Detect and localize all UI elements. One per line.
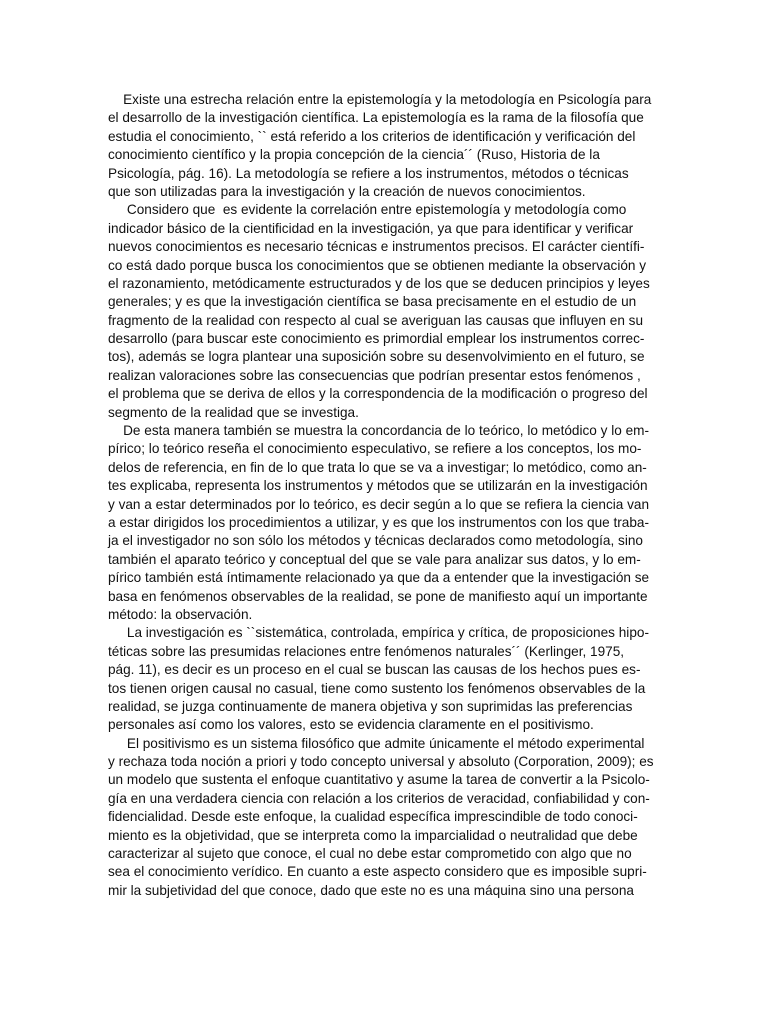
text-line: realidad, se juzga continuamente de manera objetiva y son suprimidas las preferencias: [108, 698, 633, 714]
text-line: también el aparato teórico y conceptual del que se vale para analizar sus datos, y lo em-: [108, 551, 641, 567]
text-line: conocimiento científico y la propia concepción de la ciencia´´ (Ruso, Historia de la: [108, 147, 600, 163]
text-line: tes explicaba, representa los instrumentos y métodos que se utilizarán en la investigación: [108, 478, 648, 494]
text-line: realizan valoraciones sobre las consecuencias que podrían presentar estos fenómenos ,: [108, 367, 641, 383]
text-line: ja el investigador no son sólo los métodos y técnicas declarados como metodología, sino: [108, 533, 643, 549]
text-line: el razonamiento, metódicamente estructurados y de los que se deducen principios y leyes: [108, 275, 650, 291]
text-line: el problema que se deriva de ellos y la correspondencia de la modificación o progreso del: [108, 386, 648, 402]
text-line: nuevos conocimientos es necesario técnicas e instrumentos precisos. El carácter científi-: [108, 239, 645, 255]
text-line: un modelo que sustenta el enfoque cuantitativo y asume la tarea de convertir a la Psicolo-: [108, 772, 650, 788]
text-line: delos de referencia, en fin de lo que trata lo que se va a investigar; lo metódico, como an-: [108, 459, 647, 475]
text-line: tos), además se logra plantear una suposición sobre su desenvolvimiento en el futuro, se: [108, 349, 645, 365]
text-line: el desarrollo de la investigación científica. La epistemología es la rama de la filosofía que: [108, 110, 644, 126]
text-line: y rechaza toda noción a priori y todo concepto universal y absoluto (Corporation, 2009); es: [108, 754, 654, 770]
text-line: que son utilizadas para la investigación y la creación de nuevos conocimientos.: [108, 183, 586, 199]
text-line: El positivismo es un sistema filosófico que admite únicamente el método experimental: [108, 735, 645, 751]
text-line: y van a estar determinados por lo teórico, es decir según a lo que se refiera la ciencia van: [108, 496, 650, 512]
text-line: Psicología, pág. 16). La metodología se refiere a los instrumentos, métodos o técnicas: [108, 165, 629, 181]
text-line: pág. 11), es decir es un proceso en el cual se buscan las causas de los hechos pues es-: [108, 662, 641, 678]
text-line: De esta manera también se muestra la concordancia de lo teórico, lo metódico y lo em-: [108, 423, 649, 439]
text-line: sea el conocimiento verídico. En cuanto a este aspecto considero que es imposible supri-: [108, 864, 647, 880]
text-line: basa en fenómenos observables de la realidad, se pone de manifiesto aquí un importante: [108, 588, 648, 604]
text-line: Existe una estrecha relación entre la epistemología y la metodología en Psicología para: [108, 92, 652, 107]
text-line: generales; y es que la investigación científica se basa precisamente en el estudio de un: [108, 294, 637, 310]
text-line: miento es la objetividad, que se interpreta como la imparcialidad o neutralidad que debe: [108, 827, 638, 843]
text-line: a estar dirigidos los procedimientos a utilizar, y es que los instrumentos con los que traba-: [108, 514, 650, 530]
text-line: indicador básico de la cientificidad en la investigación, ya que para identificar y verificar: [108, 220, 634, 236]
text-line: segmento de la realidad que se investiga.: [108, 404, 359, 420]
text-line: método: la observación.: [108, 606, 253, 622]
text-line: co está dado porque busca los conocimientos que se obtienen mediante la observación y: [108, 257, 647, 273]
text-line: téticas sobre las presumidas relaciones entre fenómenos naturales´´ (Kerlinger, 1975,: [108, 643, 625, 659]
text-line: caracterizar al sujeto que conoce, el cual no debe estar comprometido con algo que no: [108, 846, 632, 862]
text-line: La investigación es ``sistemática, controlada, empírica y crítica, de proposiciones hipo-: [108, 625, 649, 641]
text-line: tos tienen origen causal no casual, tiene como sustento los fenómenos observables de la: [108, 680, 646, 696]
text-line: fidencialidad. Desde este enfoque, la cualidad específica imprescindible de todo conoci-: [108, 809, 638, 825]
text-line: pírico también está íntimamente relacionado ya que da a entender que la investigación se: [108, 570, 650, 586]
text-line: gía en una verdadera ciencia con relación a los criterios de veracidad, confiabilidad y con-: [108, 790, 650, 806]
body-text: [108, 91, 668, 900]
text-line: personales así como los valores, esto se evidencia claramente en el positivismo.: [108, 717, 594, 733]
text-line: Considero que es evidente la correlación entre epistemología y metodología como: [108, 202, 627, 218]
text-line: desarrollo (para buscar este conocimiento es primordial emplear los instrumentos correc-: [108, 331, 645, 347]
text-line: mir la subjetividad del que conoce, dado que este no es una máquina sino una persona: [108, 882, 634, 898]
text-line: fragmento de la realidad con respecto al cual se averiguan las causas que influyen en su: [108, 312, 644, 328]
text-line: pírico; lo teórico reseña el conocimiento especulativo, se refiere a los conceptos, los mo-: [108, 441, 642, 457]
text-line: estudia el conocimiento, `` está referido a los criterios de identificación y verificación del: [108, 128, 636, 144]
